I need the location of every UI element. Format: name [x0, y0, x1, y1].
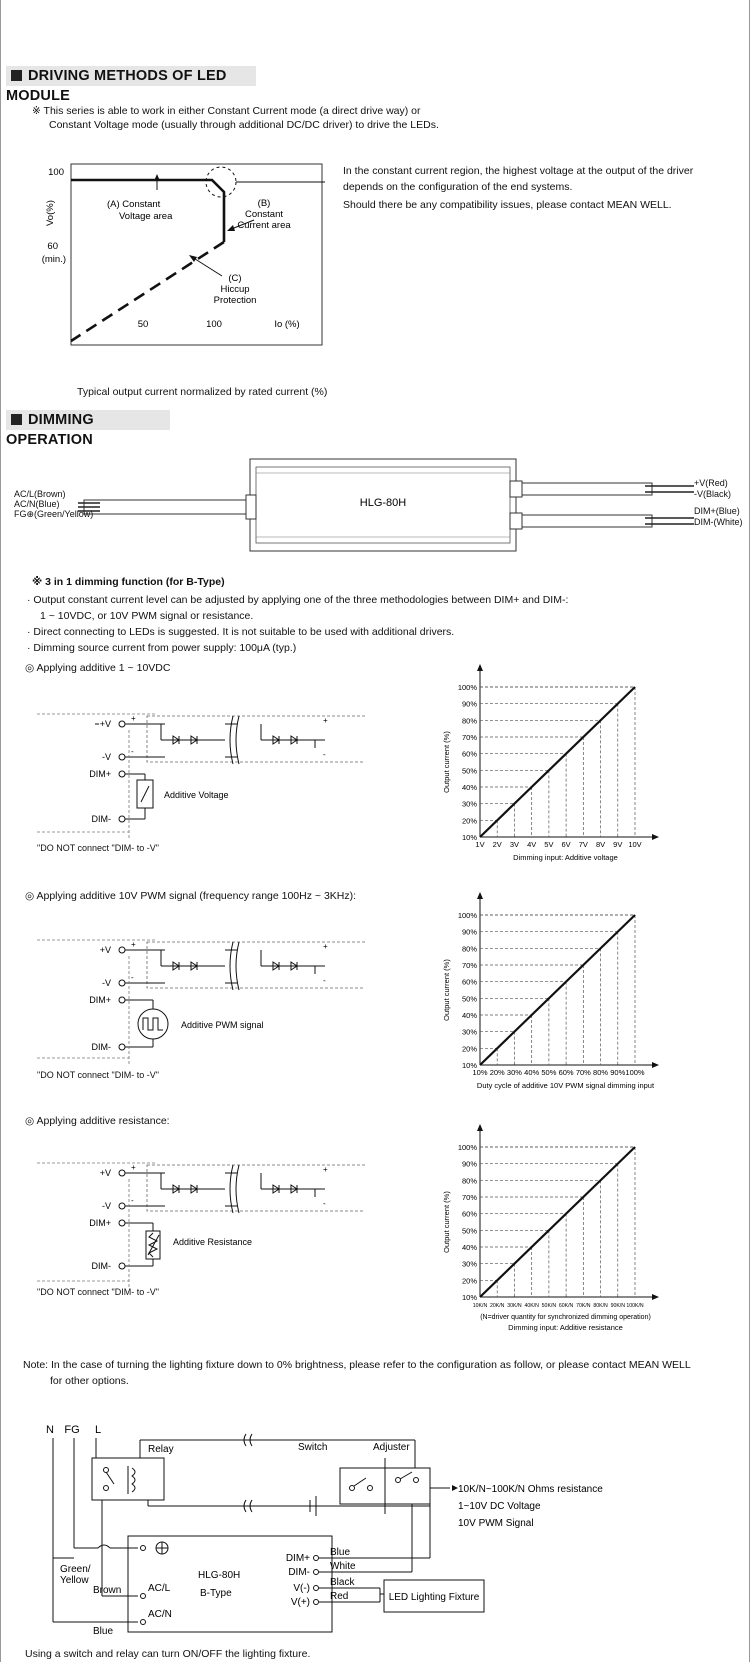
pin-v-plus: +V: [99, 1168, 111, 1178]
y-tick-label: 90%: [461, 1159, 477, 1169]
note-line-2: for other options.: [50, 1375, 129, 1387]
x-tick-label: 90K/N: [610, 1303, 625, 1309]
y-tick-label: 20%: [461, 816, 477, 826]
svg-text:+: +: [131, 714, 136, 723]
y-tick-label: 60%: [461, 1209, 477, 1219]
svg-text:+: +: [131, 1163, 136, 1172]
x-tick-label: 7V: [578, 840, 588, 849]
led-fixture-label: LED Lighting Fixture: [388, 1592, 480, 1603]
x-tick-label: 9V: [613, 840, 623, 849]
driver-device-drawing: [70, 455, 710, 555]
brown-label: Brown: [93, 1585, 122, 1596]
vminus-label: -V(Black): [694, 489, 732, 499]
x-axis-arrow: [652, 1294, 659, 1300]
bullet-3: · Dimming source current from power supply: 100μA (typ.): [27, 642, 297, 654]
wire-l-label: L: [94, 1424, 102, 1436]
x-tick-label: 10%: [472, 1068, 488, 1077]
x-tick-100: 100: [206, 319, 222, 330]
y-tick-label: 70%: [461, 733, 477, 742]
pin-dim-plus: DIM+: [89, 995, 111, 1005]
source-label: Additive Voltage: [164, 790, 229, 800]
x-tick-label: 10V: [628, 840, 642, 849]
area-b-line-2: Constant: [244, 209, 284, 220]
y-tick-label: 40%: [461, 1243, 477, 1252]
svg-text:+: +: [323, 942, 328, 951]
x-tick-label: 90%: [610, 1068, 626, 1077]
panel-2-circuit: [35, 928, 365, 1078]
bullet-1: · Output constant current level can be adjusted by applying one of the three methodologies between DIM+ and DIM-:: [27, 594, 569, 606]
x-tick-label: 2V: [492, 840, 502, 849]
cc-note-line-1: In the constant current region, the highest voltage at the output of the driver: [343, 165, 694, 177]
green-yellow-label-2: Yellow: [60, 1575, 89, 1586]
panel-2-graph: [435, 888, 675, 1108]
adjuster-option-2: 1~10V DC Voltage: [458, 1501, 541, 1512]
pin-dim-minus: DIM-: [91, 1261, 111, 1271]
y-axis-arrow: [477, 1124, 483, 1131]
pin-dim-minus: DIM-: [91, 814, 111, 824]
switch-label: Switch: [298, 1442, 328, 1453]
wiring-caption: Using a switch and relay can turn ON/OFF the lighting fixture.: [25, 1648, 311, 1660]
chart-caption: Typical output current normalized by rated current (%): [77, 386, 328, 398]
section-header-driving: [6, 66, 256, 104]
fg-label: FG⊕(Green/Yellow): [14, 509, 94, 519]
ac-line-label: AC/L(Brown): [14, 489, 66, 499]
x-tick-50: 50: [137, 319, 149, 330]
relay-label: Relay: [148, 1444, 174, 1455]
y-tick-label: 30%: [461, 1259, 477, 1269]
section-bullet-square: [11, 414, 22, 425]
panel-2-warning: "DO NOT connect "DIM- to -V": [37, 1070, 159, 1080]
svg-text:-: -: [131, 747, 134, 756]
area-a-line-2: Voltage area: [119, 211, 173, 222]
svg-text:-: -: [323, 976, 326, 985]
wire-black-label: Black: [330, 1577, 355, 1588]
y-tick-label: 30%: [461, 1027, 477, 1037]
y-tick-label: 50%: [461, 1226, 477, 1236]
panel-3-warning: "DO NOT connect "DIM- to -V": [37, 1287, 159, 1297]
y-tick-label: 70%: [461, 1193, 477, 1202]
cc-note-line-3: Should there be any compatibility issues, please contact MEAN WELL.: [343, 199, 672, 211]
x-axis-label: Io (%): [274, 319, 300, 330]
bullet-2: · Direct connecting to LEDs is suggested. It is not suitable to be used with additional drivers.: [27, 626, 455, 638]
y-tick-label: 40%: [461, 783, 477, 792]
pin-dim-plus: DIM+: [89, 1218, 111, 1228]
x-tick-label: 50%: [541, 1068, 557, 1077]
x-axis-note: (N=driver quantity for synchronized dimming operation): [480, 1314, 651, 1321]
source-label: Additive PWM signal: [181, 1020, 264, 1030]
output-cable: [522, 483, 652, 495]
y-tick-label: 100%: [457, 911, 477, 920]
ac-cable: [84, 500, 246, 514]
arrow-c: [192, 257, 222, 276]
intro-line-2: Constant Voltage mode (usually through additional DC/DC driver) to drive the LEDs.: [49, 119, 439, 131]
adjuster-label: Adjuster: [373, 1442, 410, 1453]
y-tick-label: 80%: [461, 1176, 477, 1186]
pin-v-plus: +V: [99, 719, 111, 729]
x-tick-label: 60%: [558, 1068, 574, 1077]
x-tick-label: 80K/N: [593, 1303, 608, 1309]
vplus-label: +V(Red): [694, 478, 728, 488]
panel-2-heading: ◎ Applying additive 10V PWM signal (frequency range 100Hz ~ 3KHz):: [25, 890, 357, 902]
y-tick-label: 30%: [461, 799, 477, 809]
area-b-line-1: (B): [257, 198, 271, 209]
x-axis-label: Dimming input: Additive voltage: [513, 853, 618, 862]
vi-curve-chart: [30, 158, 340, 358]
y-axis-label: Output current (%): [442, 731, 451, 793]
x-tick-label: 80%: [593, 1068, 609, 1077]
driver-model-label: HLG-80H: [198, 1570, 241, 1581]
y-tick-label: 10%: [461, 1061, 477, 1070]
y-tick-label: 60%: [461, 749, 477, 759]
panel-1-heading: ◎ Applying additive 1 ~ 10VDC: [25, 662, 171, 674]
area-c-line-3: Protection: [213, 295, 257, 306]
adjuster-option-3: 10V PWM Signal: [458, 1518, 534, 1529]
green-yellow-label-1: Green/: [60, 1564, 91, 1575]
x-tick-label: 40%: [524, 1068, 540, 1077]
y-tick-label: 40%: [461, 1011, 477, 1020]
x-axis-label: Duty cycle of additive 10V PWM signal dimming input: [476, 1081, 655, 1090]
x-tick-label: 20%: [489, 1068, 505, 1077]
wire-red-label: Red: [330, 1591, 349, 1602]
area-a-line-1: (A) Constant: [107, 199, 161, 210]
source-label: Additive Resistance: [173, 1237, 253, 1247]
cc-note-line-2: depends on the configuration of the end systems.: [343, 181, 573, 193]
acn-label: AC/N: [148, 1609, 172, 1620]
bullet-1b: 1 ~ 10VDC, or 10V PWM signal or resistance.: [40, 610, 254, 622]
x-tick-label: 60K/N: [558, 1303, 574, 1309]
panel-3-heading: ◎ Applying additive resistance:: [25, 1115, 170, 1127]
area-b-line-3: Current area: [237, 220, 291, 231]
x-tick-label: 100K/N: [626, 1303, 644, 1309]
ac-neutral-label: AC/N(Blue): [14, 499, 60, 509]
y-tick-100: 100: [48, 167, 64, 178]
section-bullet-square: [11, 70, 22, 81]
dimminus-label: DIM-(White): [694, 517, 743, 527]
section-title: DRIVING METHODS OF LED MODULE: [6, 68, 227, 104]
x-axis-label: Dimming input: Additive resistance: [508, 1323, 623, 1332]
dim-cable: [522, 515, 652, 527]
x-tick-label: 70K/N: [576, 1303, 591, 1309]
pin-v-minus: -V: [102, 1201, 111, 1211]
intro-line-1: ※ This series is able to work in either Constant Current mode (a direct drive way) or: [32, 105, 421, 117]
y-tick-60: 60: [47, 241, 58, 252]
dimming-curve: [480, 687, 635, 837]
y-tick-label: 20%: [461, 1044, 477, 1054]
y-tick-label: 90%: [461, 927, 477, 937]
dimming-curve: [480, 915, 635, 1065]
v-minus-label: V(-): [293, 1583, 310, 1594]
x-tick-label: 20K/N: [490, 1303, 505, 1309]
switch-relay-wiring-diagram: [40, 1408, 680, 1638]
x-tick-label: 1V: [475, 840, 485, 849]
x-tick-label: 5V: [544, 840, 554, 849]
area-c-line-1: (C): [228, 273, 242, 284]
corner-highlight-circle: [206, 167, 236, 197]
y-axis-label: Output current (%): [442, 1191, 451, 1253]
panel-1-warning: "DO NOT connect "DIM- to -V": [37, 843, 159, 853]
x-tick-label: 30%: [506, 1068, 522, 1077]
dimplus-label: DIM+(Blue): [694, 506, 740, 516]
pin-v-minus: -V: [102, 752, 111, 762]
area-c-line-2: Hiccup: [220, 284, 250, 295]
y-tick-label: 100%: [457, 683, 477, 692]
y-tick-label: 10%: [461, 833, 477, 842]
y-axis-arrow: [477, 892, 483, 899]
svg-text:+: +: [131, 940, 136, 949]
wire-n-label: N: [46, 1424, 54, 1436]
x-tick-label: 70%: [575, 1068, 591, 1077]
y-tick-label: 100%: [457, 1143, 477, 1152]
note-line-1: Note: In the case of turning the lighting fixture down to 0% brightness, please refer to the configuration as follow, or please contact MEAN WELL: [23, 1359, 691, 1371]
acl-label: AC/L: [148, 1583, 171, 1594]
x-axis-arrow: [652, 834, 659, 840]
y-tick-label: 80%: [461, 716, 477, 726]
wire-fg-label: FG: [64, 1424, 80, 1436]
svg-text:+: +: [323, 716, 328, 725]
pin-v-minus: -V: [102, 978, 111, 988]
section-title: DIMMING OPERATION: [6, 412, 94, 448]
x-tick-label: 3V: [509, 840, 520, 849]
dim-minus-label: DIM-: [288, 1567, 310, 1578]
wire-white-label: White: [330, 1561, 356, 1572]
y-tick-label: 10%: [461, 1293, 477, 1302]
svg-text:-: -: [323, 1199, 326, 1208]
y-tick-label: 90%: [461, 699, 477, 709]
section-header-dimming: [6, 410, 170, 448]
wire-blue-label: Blue: [330, 1547, 351, 1558]
pin-dim-plus: DIM+: [89, 769, 111, 779]
blue-label: Blue: [93, 1626, 114, 1637]
x-tick-label: 30K/N: [507, 1303, 522, 1309]
y-tick-label: 50%: [461, 994, 477, 1004]
x-tick-label: 100%: [625, 1068, 645, 1077]
x-axis-arrow: [652, 1062, 659, 1068]
panel-1-graph: [435, 660, 675, 880]
driver-btype-label: B-Type: [200, 1588, 232, 1599]
svg-text:-: -: [131, 973, 134, 982]
x-tick-label: 8V: [595, 840, 606, 849]
y-axis-arrow: [477, 664, 483, 671]
svg-text:-: -: [323, 750, 326, 759]
y-axis-label: Output current (%): [442, 959, 451, 1021]
x-tick-label: 6V: [561, 840, 571, 849]
x-tick-label: 10K/N: [472, 1303, 488, 1309]
y-tick-60-sub: (min.): [41, 254, 66, 265]
panel-1-circuit: [35, 702, 365, 852]
y-tick-label: 70%: [461, 961, 477, 970]
dim-plus-label: DIM+: [285, 1553, 310, 1564]
y-tick-label: 50%: [461, 766, 477, 776]
svg-text:+: +: [323, 1165, 328, 1174]
dimming-curve: [480, 1147, 635, 1297]
pin-dim-minus: DIM-: [91, 1042, 111, 1052]
y-tick-label: 20%: [461, 1276, 477, 1286]
y-axis-label: Vo(%): [45, 200, 56, 226]
panel-3-graph: [435, 1120, 675, 1352]
y-tick-label: 60%: [461, 977, 477, 987]
x-tick-label: 40K/N: [524, 1303, 539, 1309]
x-tick-label: 50K/N: [541, 1303, 557, 1309]
pin-v-plus: +V: [99, 945, 111, 955]
device-model-label: HLG-80H: [359, 497, 407, 509]
adjuster-option-1: 10K/N~100K/N Ohms resistance: [458, 1484, 603, 1495]
dimming-function-title: ※ 3 in 1 dimming function (for B-Type): [32, 576, 225, 588]
svg-text:-: -: [131, 1196, 134, 1205]
panel-3-circuit: [35, 1151, 365, 1301]
y-tick-label: 80%: [461, 944, 477, 954]
v-plus-label: V(+): [290, 1597, 310, 1608]
x-tick-label: 4V: [527, 840, 537, 849]
